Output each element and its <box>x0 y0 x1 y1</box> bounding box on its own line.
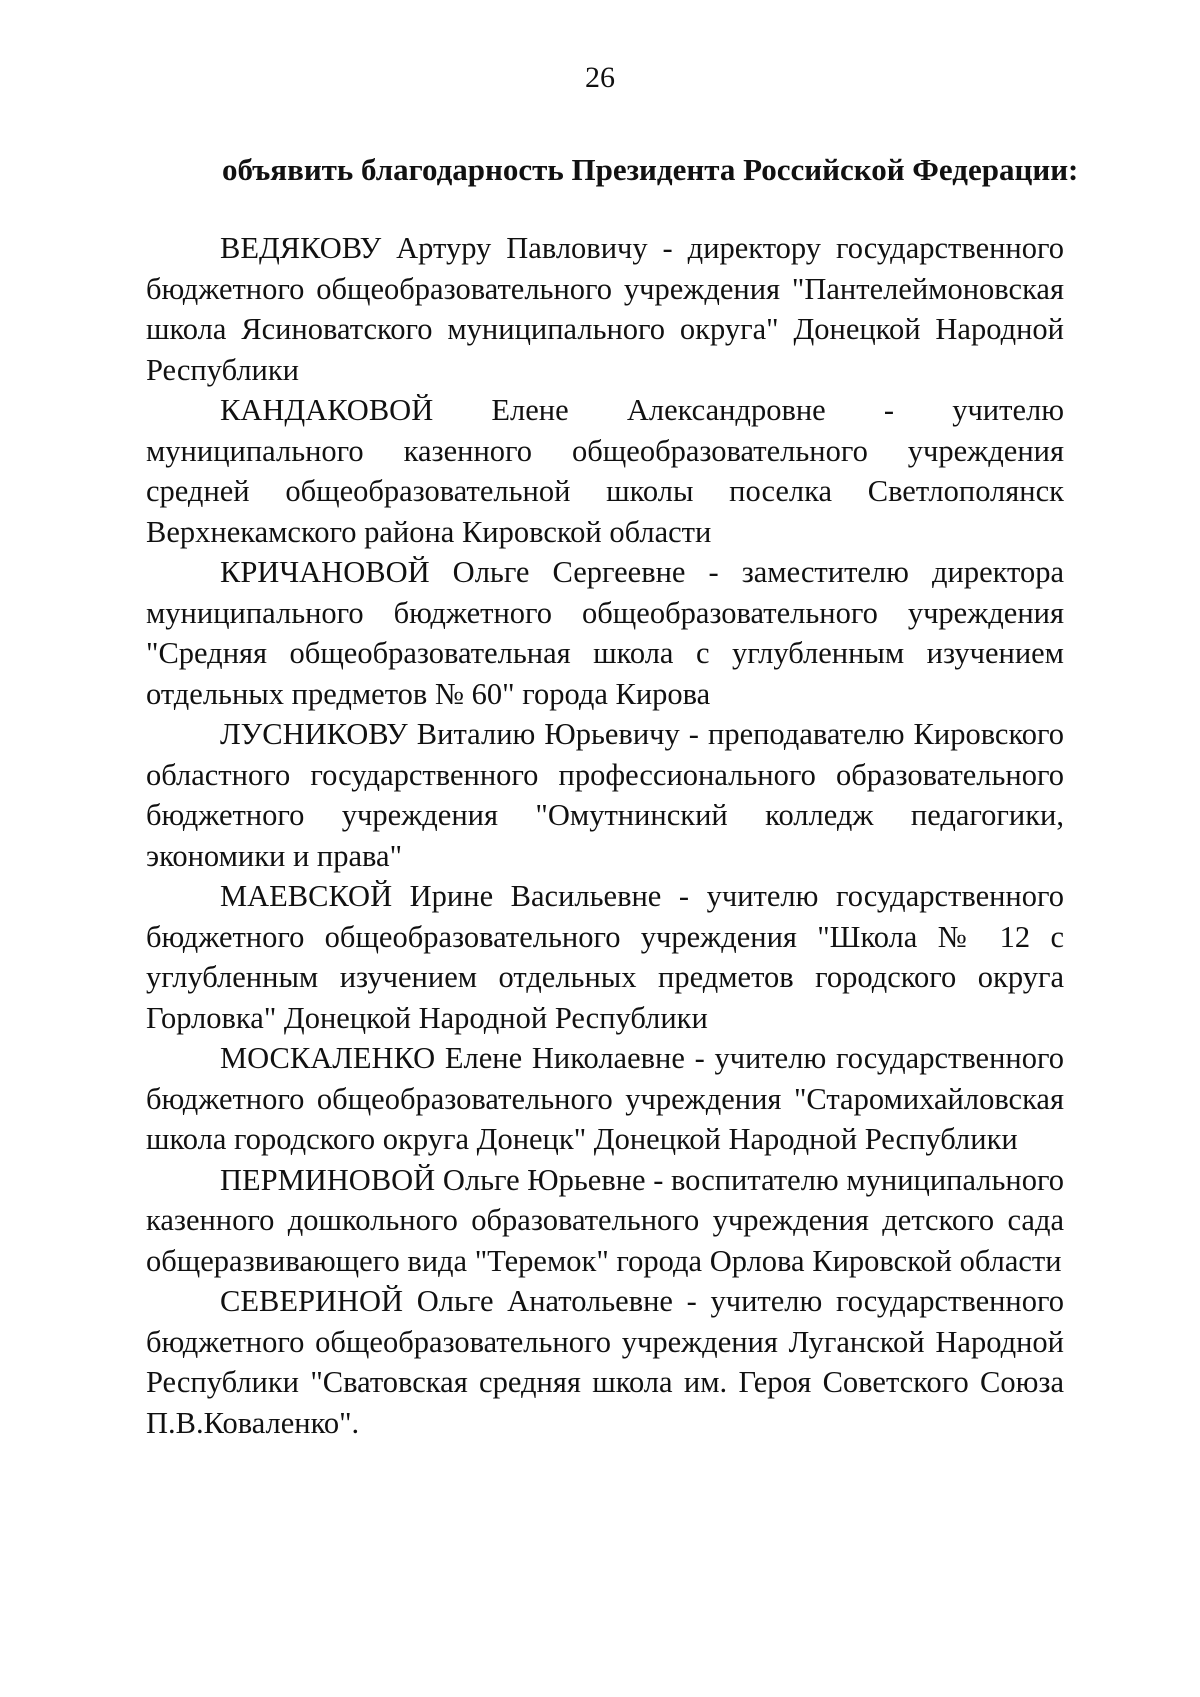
page-number: 26 <box>585 61 615 94</box>
award-entry: ЛУСНИКОВУ Виталию Юрьевичу - преподавателю Кировского областного государственного профессионального образовательного бюджетного учреждения "Омутнинский колледж педагогики, экономики и права" <box>146 717 1064 873</box>
award-list <box>146 228 1064 1443</box>
award-entry: КРИЧАНОВОЙ Ольге Сергеевне - заместителю директора муниципального бюджетного общеобразовательного учреждения "Средняя общеобразовательная школа с углубленным изучением отдельных предметов № 60" города Кирова <box>146 555 1064 711</box>
award-entry: ВЕДЯКОВУ Артуру Павловичу - директору государственного бюджетного общеобразовательного учреждения "Пантелеймоновская школа Ясиноватского муниципального округа" Донецкой Народной Республики <box>146 231 1064 387</box>
award-entry: КАНДАКОВОЙ Елене Александровне - учителю муниципального казенного общеобразовательного учреждения средней общеобразовательной школы поселка Светлополянск Верхнекамского района Кировской области <box>146 393 1064 549</box>
award-entry: МАЕВСКОЙ Ирине Васильевне - учителю государственного бюджетного общеобразовательного учреждения "Школа № 12 с углубленным изучением отдельных предметов городского округа Горловка" Донецкой Народной Республики <box>146 879 1064 1035</box>
decree-heading: объявить благодарность Президента Российской Федерации: <box>222 152 1079 187</box>
award-entry: СЕВЕРИНОЙ Ольге Анатольевне - учителю государственного бюджетного общеобразовательного учреждения Луганской Народной Республики "Сватовская средняя школа им. Героя Советского Союза П.В.Коваленко". <box>146 1284 1064 1440</box>
award-entry: МОСКАЛЕНКО Елене Николаевне - учителю государственного бюджетного общеобразовательного учреждения "Старомихайловская школа городского округа Донецк" Донецкой Народной Республики <box>146 1041 1064 1156</box>
award-entry: ПЕРМИНОВОЙ Ольге Юрьевне - воспитателю муниципального казенного дошкольного образовательного учреждения детского сада общеразвивающего вида "Теремок" города Орлова Кировской области <box>146 1162 1064 1278</box>
